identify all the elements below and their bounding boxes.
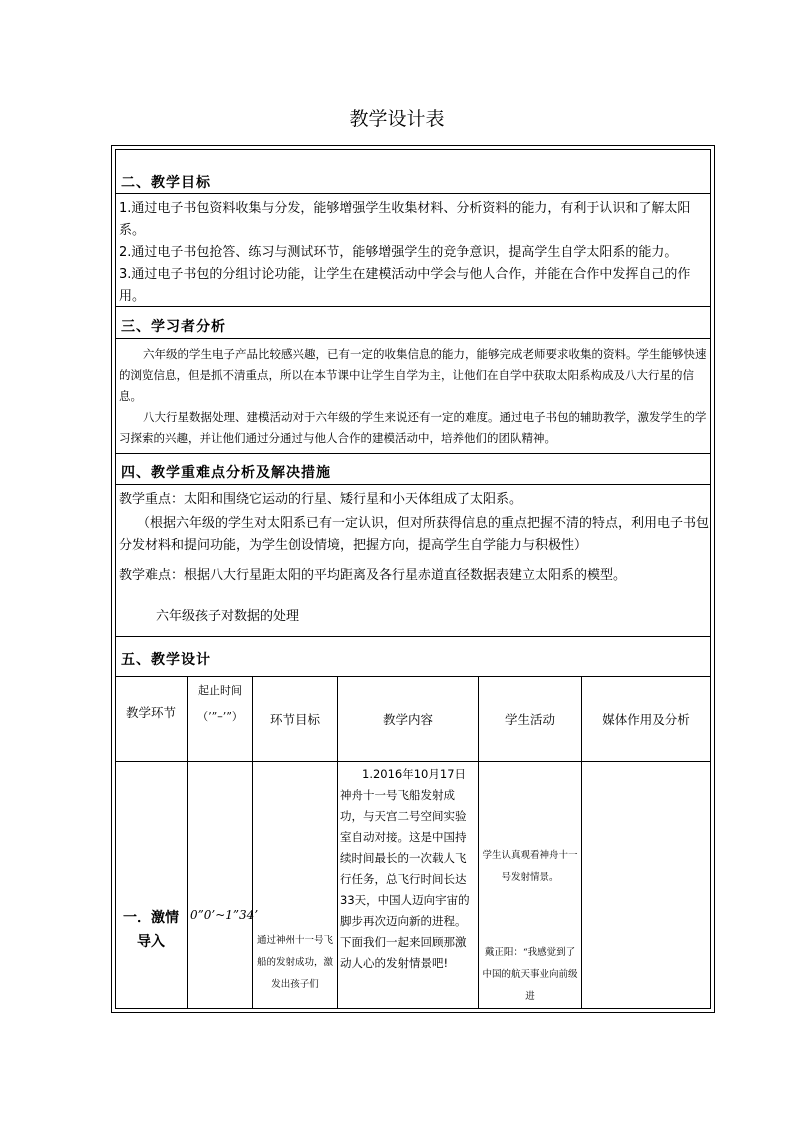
col-header-media: 媒体作用及分析: [602, 712, 690, 727]
row-activity-2: 戴正阳：“我感觉到了中国的航天事业向前级进: [482, 947, 578, 1002]
learners-paragraph-2: 八大行星数据处理、建模活动对于六年级的学生来说还有一定的难度。通过电子书包的辅助教学，激发学生的学习探索的兴趣，并让他们通过分通过与他人合作的建模活动中，培养他们的团队精神。: [119, 410, 707, 445]
goal-item: 1.通过电子书包资料收集与分发，能够增强学生收集材料、分析资料的能力，有利于认识和了解太阳系。: [119, 201, 691, 238]
row-goal: 通过神州十一号飞船的发射成功，激发出孩子们: [256, 935, 333, 990]
row-activity-1: 学生认真观看神舟十一号发射情景。: [482, 850, 578, 883]
divider: [115, 193, 711, 194]
teaching-focus: 教学重点：太阳和围绕它运动的行星、矮行星和小天体组成了太阳系。: [119, 492, 523, 507]
divider: [115, 676, 711, 677]
column-line: [187, 676, 188, 1009]
col-header-stage: 教学环节: [125, 705, 176, 720]
table-header-divider: [115, 761, 711, 762]
col-header-goal: 环节目标: [269, 712, 320, 727]
row-content: 1.2016年10月17日神舟十一号飞船发射成功，与天宫二号空间实验室自动对接。这是中国持续时间最长的一次载人飞行任务，总飞行时间长达33天，中国人迈向宇宙的脚步再次迈向新的进程。下面我们一起来回顾那激动人心的发射情景吧!: [340, 767, 470, 970]
row-time: 0”0’~1”34’: [190, 908, 259, 922]
goals-heading: 二、教学目标: [121, 175, 211, 191]
row-stage: 一．激情导入: [123, 910, 179, 950]
divider: [115, 338, 711, 339]
divider: [115, 453, 711, 454]
teaching-focus-note: （根据六年级的学生对太阳系已有一定认识，但对所获得信息的重点把握不清的特点，利用电子书包分发材料和提问功能，为学生创设情境，把握方向，提高学生自学能力与积极性）: [119, 516, 710, 553]
col-header-time: 起止时间（’”–’”）: [197, 684, 243, 723]
learners-heading: 三、学习者分析: [121, 319, 226, 335]
learners-paragraph-1: 六年级的学生电子产品比较感兴趣，已有一定的收集信息的能力，能够完成老师要求收集的资料。学生能够快速的浏览信息，但是抓不清重点，所以在本节课中让学生自学为主，让他们在自学中获取太阳系构成及八大行星的信息。: [119, 347, 707, 403]
keypoints-heading: 四、教学重难点分析及解决措施: [121, 465, 331, 481]
divider: [115, 484, 711, 485]
goal-item: 3.通过电子书包的分组讨论功能，让学生在建模活动中学会与他人合作，并能在合作中发挥自己的作用。: [119, 267, 691, 304]
divider: [115, 636, 711, 637]
goal-item: 2.通过电子书包抢答、练习与测试环节，能够增强学生的竞争意识，提高学生自学太阳系的能力。: [119, 245, 678, 260]
goals-list: [119, 198, 709, 308]
col-header-activity: 学生活动: [504, 712, 555, 727]
col-header-content: 教学内容: [382, 712, 433, 727]
divider: [115, 306, 711, 307]
page-title: 教学设计表: [349, 108, 445, 130]
teaching-difficulty-note: 六年级孩子对数据的处理: [156, 609, 300, 624]
design-heading: 五、教学设计: [121, 652, 211, 668]
teaching-difficulty: 教学难点：根据八大行星距太阳的平均距离及各行星赤道直径数据表建立太阳系的模型。: [119, 568, 627, 583]
